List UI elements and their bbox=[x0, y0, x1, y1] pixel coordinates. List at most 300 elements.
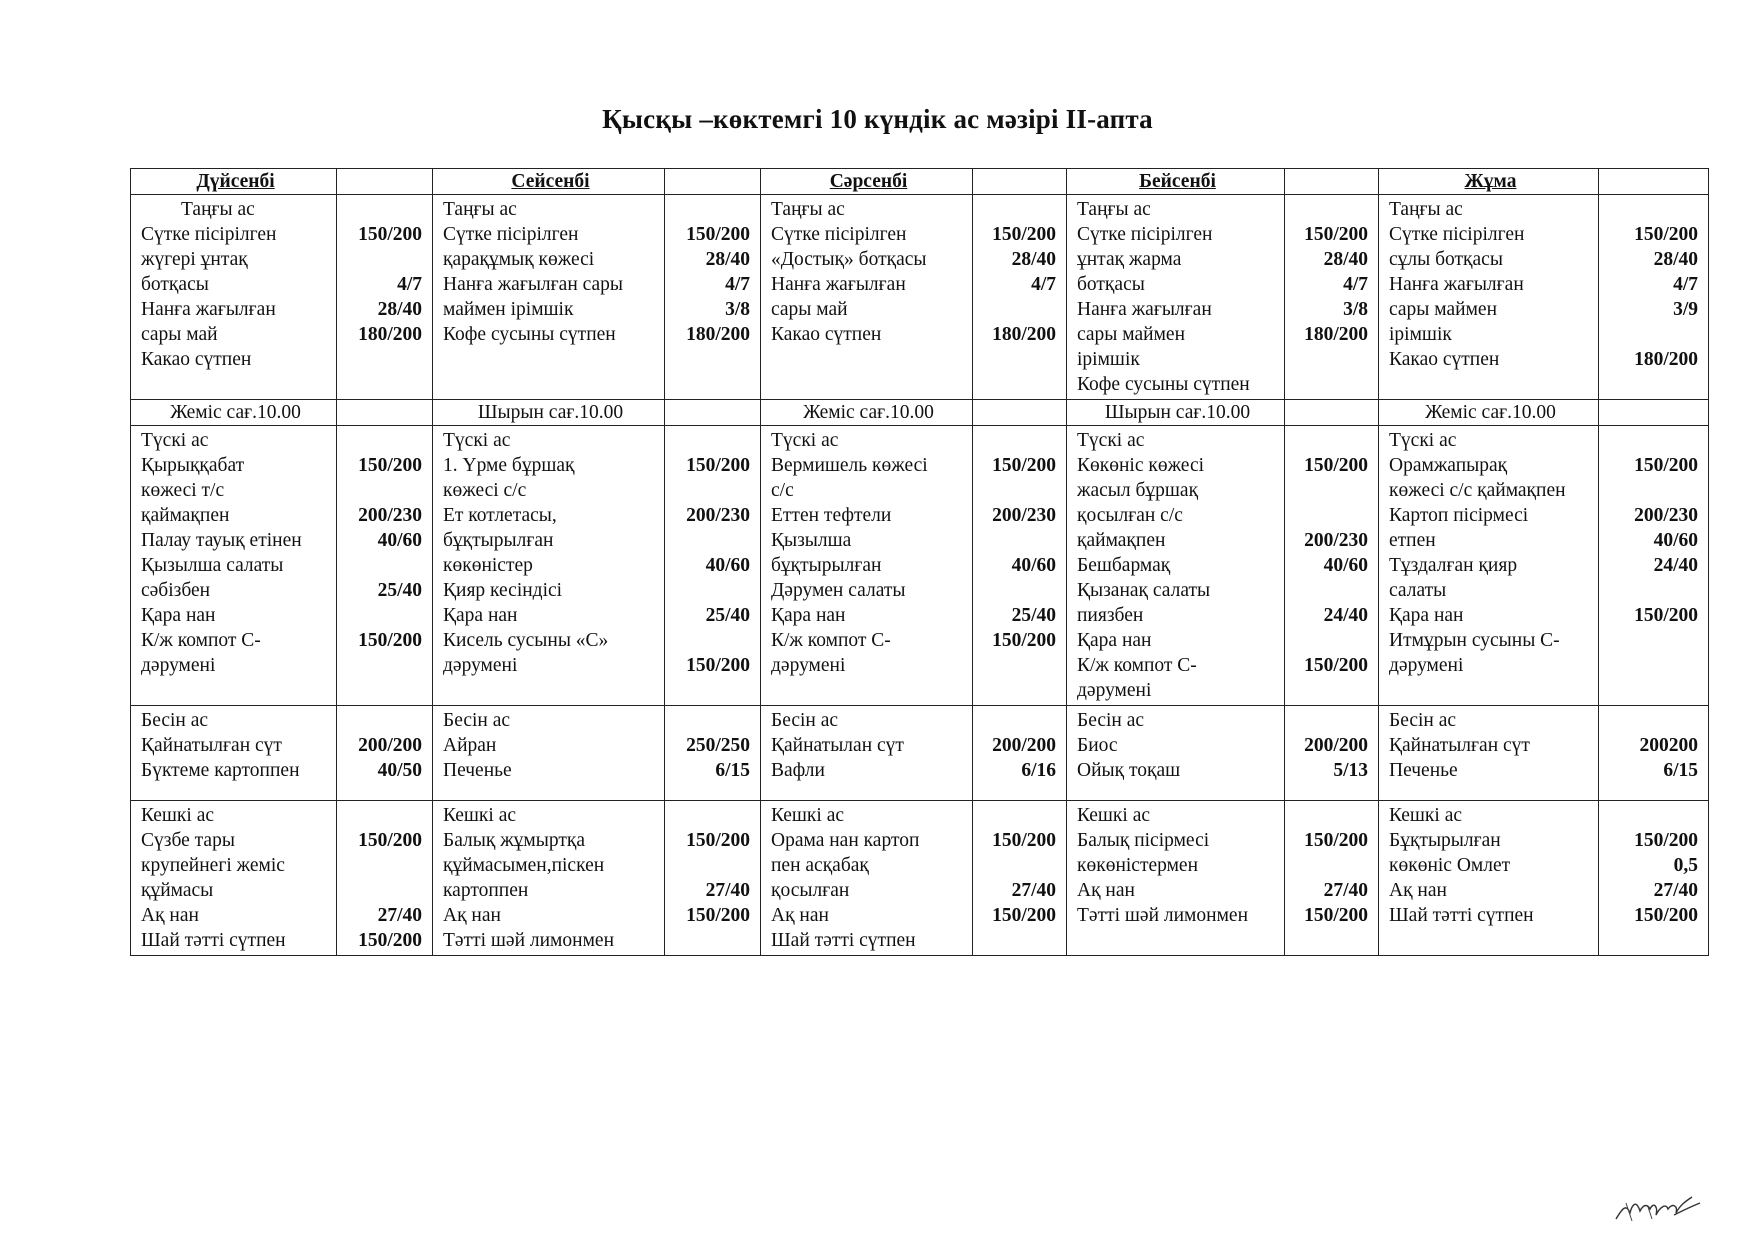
menu-item: Балық пісірмесі bbox=[1077, 830, 1210, 851]
portion-size bbox=[977, 928, 1056, 953]
menu-item: Кофе сусыны сүтпен bbox=[1077, 374, 1250, 395]
portion-size: 28/40 bbox=[377, 299, 422, 320]
menu-item: қосылған с/с bbox=[1077, 505, 1183, 526]
menu-item: сары маймен bbox=[1389, 299, 1498, 320]
lunch-items-cell bbox=[761, 426, 973, 706]
afternoon-snack-items-cell bbox=[1067, 706, 1285, 801]
menu-item: Балық жұмыртқа bbox=[443, 830, 586, 851]
portion-size bbox=[1603, 653, 1698, 678]
menu-item: Бесін ас bbox=[1077, 710, 1145, 731]
menu-item: дәрумені bbox=[443, 655, 518, 676]
portion-size: 150/200 bbox=[686, 224, 750, 245]
day-header: Дүйсенбі bbox=[131, 169, 337, 195]
menu-item: ұнтақ жарма bbox=[1077, 249, 1182, 270]
menu-item: крупейнегі жеміс bbox=[141, 855, 285, 876]
dinner-items-cell bbox=[1067, 801, 1285, 956]
menu-item: Кешкі ас bbox=[1077, 805, 1151, 826]
portion-size: 250/250 bbox=[686, 735, 750, 756]
portion-size bbox=[1603, 322, 1698, 347]
lunch-qty-cell bbox=[973, 426, 1067, 706]
menu-item: Орама нан картоп bbox=[771, 830, 920, 851]
portion-size: 150/200 bbox=[992, 830, 1056, 851]
menu-item: Айран bbox=[443, 735, 497, 756]
afternoon-snack-qty-cell bbox=[665, 706, 761, 801]
menu-item: Вермишель көжесі bbox=[771, 455, 928, 476]
portion-size: 200/200 bbox=[1304, 735, 1368, 756]
portion-size: 150/200 bbox=[992, 224, 1056, 245]
weekly-menu-table bbox=[130, 168, 1709, 956]
breakfast-items-cell bbox=[1067, 195, 1285, 400]
empty-header-cell bbox=[1285, 169, 1379, 195]
menu-item: Таңғы ас bbox=[1389, 199, 1463, 220]
menu-item: Бесін ас bbox=[141, 710, 209, 731]
menu-item: көкөністер bbox=[443, 555, 533, 576]
portion-size bbox=[1289, 347, 1368, 372]
menu-item: Нанға жағылған bbox=[771, 274, 906, 295]
menu-item: Палау тауық етінен bbox=[141, 530, 302, 551]
menu-item: Кешкі ас bbox=[141, 805, 215, 826]
menu-item: Қара нан bbox=[771, 605, 846, 626]
menu-item: пен асқабақ bbox=[771, 855, 869, 876]
breakfast-qty-cell bbox=[665, 195, 761, 400]
empty-header-cell bbox=[973, 169, 1067, 195]
portion-size bbox=[1289, 578, 1368, 603]
portion-size: 150/200 bbox=[358, 224, 422, 245]
portion-size: 150/200 bbox=[1634, 830, 1698, 851]
portion-size bbox=[1289, 197, 1368, 222]
snack-cell: Шырын сағ.10.00 bbox=[1067, 400, 1285, 426]
portion-size bbox=[1603, 578, 1698, 603]
afternoon-snack-qty-cell bbox=[337, 706, 433, 801]
lunch-qty-cell bbox=[1285, 426, 1379, 706]
menu-item: Дәрумен салаты bbox=[771, 580, 906, 601]
menu-item: Бесін ас bbox=[1389, 710, 1457, 731]
portion-size: 3/8 bbox=[725, 299, 750, 320]
day-header: Сәрсенбі bbox=[761, 169, 973, 195]
portion-size: 150/200 bbox=[686, 455, 750, 476]
afternoon-snack-qty-cell bbox=[1285, 706, 1379, 801]
portion-size bbox=[977, 297, 1056, 322]
portion-size: 24/40 bbox=[1653, 555, 1698, 576]
portion-size: 27/40 bbox=[1011, 880, 1056, 901]
portion-size bbox=[341, 603, 422, 628]
portion-size bbox=[1603, 428, 1698, 453]
portion-size: 200/230 bbox=[1304, 530, 1368, 551]
menu-item: Какао сүтпен bbox=[141, 349, 252, 370]
menu-item: Түскі ас bbox=[771, 430, 839, 451]
menu-item: Шай тәтті сүтпен bbox=[141, 930, 286, 951]
lunch-qty-cell bbox=[337, 426, 433, 706]
menu-item: көжесі т/с bbox=[141, 480, 225, 501]
day-header: Бейсенбі bbox=[1067, 169, 1285, 195]
menu-item: қаймақпен bbox=[141, 505, 230, 526]
snack-qty-cell bbox=[1599, 400, 1709, 426]
menu-item: Кешкі ас bbox=[443, 805, 517, 826]
menu-item: Кешкі ас bbox=[771, 805, 845, 826]
snack-cell: Жеміс сағ.10.00 bbox=[761, 400, 973, 426]
portion-size: 3/9 bbox=[1673, 299, 1698, 320]
portion-size: 25/40 bbox=[377, 580, 422, 601]
menu-item: сұлы ботқасы bbox=[1389, 249, 1503, 270]
menu-item: Бешбармақ bbox=[1077, 555, 1171, 576]
portion-size: 150/200 bbox=[1634, 905, 1698, 926]
portion-size bbox=[1289, 503, 1368, 528]
portion-size: 3/8 bbox=[1343, 299, 1368, 320]
menu-item: Еттен тефтели bbox=[771, 505, 892, 526]
empty-header-cell bbox=[337, 169, 433, 195]
portion-size bbox=[1603, 628, 1698, 653]
menu-item: Тұздалған қияр bbox=[1389, 555, 1518, 576]
portion-size: 150/200 bbox=[358, 930, 422, 951]
portion-size bbox=[977, 853, 1056, 878]
afternoon-snack-qty-cell bbox=[973, 706, 1067, 801]
portion-size: 150/200 bbox=[1304, 830, 1368, 851]
lunch-row bbox=[131, 426, 1709, 706]
menu-item: Сүтке пісірілген bbox=[443, 224, 579, 245]
portion-size: 150/200 bbox=[1634, 455, 1698, 476]
portion-size bbox=[977, 578, 1056, 603]
menu-item: көкөністермен bbox=[1077, 855, 1199, 876]
day-header-row bbox=[131, 169, 1709, 195]
menu-item: Бесін ас bbox=[771, 710, 839, 731]
breakfast-items-cell bbox=[433, 195, 665, 400]
dinner-items-cell bbox=[131, 801, 337, 956]
portion-size bbox=[669, 928, 750, 953]
portion-size: 180/200 bbox=[992, 324, 1056, 345]
portion-size: 150/200 bbox=[686, 655, 750, 676]
portion-size bbox=[1289, 708, 1368, 733]
dinner-items-cell bbox=[433, 801, 665, 956]
menu-item: дәрумені bbox=[1077, 680, 1152, 701]
menu-item: Печенье bbox=[1389, 760, 1458, 781]
menu-item: Кофе сусыны сүтпен bbox=[443, 324, 616, 345]
menu-item: дәрумені bbox=[771, 655, 846, 676]
menu-item: қарақұмық көжесі bbox=[443, 249, 595, 270]
breakfast-qty-cell bbox=[973, 195, 1067, 400]
menu-item: құймасы bbox=[141, 880, 214, 901]
menu-item: Түскі ас bbox=[141, 430, 209, 451]
afternoon-snack-qty-cell bbox=[1599, 706, 1709, 801]
portion-size: 150/200 bbox=[1304, 224, 1368, 245]
portion-size bbox=[1603, 803, 1698, 828]
portion-size bbox=[669, 803, 750, 828]
menu-item: К/ж компот С- bbox=[771, 630, 891, 651]
afternoon-snack-row bbox=[131, 706, 1709, 801]
portion-size bbox=[1289, 478, 1368, 503]
menu-item: Какао сүтпен bbox=[771, 324, 882, 345]
menu-item: сары май bbox=[141, 324, 218, 345]
menu-item: Қызылша bbox=[771, 530, 852, 551]
menu-item: көжесі с/с қаймақпен bbox=[1389, 480, 1566, 501]
portion-size: 40/60 bbox=[377, 530, 422, 551]
portion-size bbox=[1289, 372, 1368, 397]
menu-item: К/ж компот С- bbox=[1077, 655, 1197, 676]
dinner-qty-cell bbox=[1599, 801, 1709, 956]
breakfast-qty-cell bbox=[1599, 195, 1709, 400]
menu-item: Бесін ас bbox=[443, 710, 511, 731]
portion-size: 200/230 bbox=[358, 505, 422, 526]
snack-cell: Жеміс сағ.10.00 bbox=[1379, 400, 1599, 426]
portion-size bbox=[341, 478, 422, 503]
portion-size: 5/13 bbox=[1333, 760, 1368, 781]
menu-item: с/с bbox=[771, 480, 794, 501]
day-header: Жұма bbox=[1379, 169, 1599, 195]
menu-item: Орамжапырақ bbox=[1389, 455, 1508, 476]
dinner-qty-cell bbox=[1285, 801, 1379, 956]
day-header: Сейсенбі bbox=[433, 169, 665, 195]
menu-item: Ақ нан bbox=[141, 905, 199, 926]
portion-size: 24/40 bbox=[1323, 605, 1368, 626]
portion-size bbox=[341, 553, 422, 578]
snack-qty-cell bbox=[973, 400, 1067, 426]
dinner-items-cell bbox=[1379, 801, 1599, 956]
portion-size: 28/40 bbox=[1323, 249, 1368, 270]
portion-size bbox=[669, 708, 750, 733]
portion-size: 40/50 bbox=[377, 760, 422, 781]
portion-size bbox=[977, 478, 1056, 503]
portion-size bbox=[1603, 478, 1698, 503]
dinner-qty-cell bbox=[665, 801, 761, 956]
menu-item: Таңғы ас bbox=[1077, 199, 1151, 220]
dinner-row bbox=[131, 801, 1709, 956]
menu-item: Қызылша салаты bbox=[141, 555, 284, 576]
snack-row bbox=[131, 400, 1709, 426]
portion-size bbox=[977, 428, 1056, 453]
menu-item: Бүктеме картоппен bbox=[141, 760, 300, 781]
menu-item: «Достық» ботқасы bbox=[771, 249, 927, 270]
portion-size bbox=[341, 803, 422, 828]
menu-item: Қайнатылған сүт bbox=[1389, 735, 1530, 756]
menu-item: Нанға жағылған bbox=[1077, 299, 1212, 320]
portion-size: 150/200 bbox=[686, 905, 750, 926]
portion-size: 4/7 bbox=[1673, 274, 1698, 295]
dinner-qty-cell bbox=[973, 801, 1067, 956]
afternoon-snack-items-cell bbox=[761, 706, 973, 801]
portion-size bbox=[977, 197, 1056, 222]
menu-item: салаты bbox=[1389, 580, 1447, 601]
portion-size bbox=[977, 708, 1056, 733]
breakfast-items-cell bbox=[761, 195, 973, 400]
menu-item: жүгері ұнтақ bbox=[141, 249, 248, 270]
menu-item: Қырыққабат bbox=[141, 455, 245, 476]
menu-item: картоппен bbox=[443, 880, 529, 901]
breakfast-items-cell bbox=[131, 195, 337, 400]
menu-item: Тәтті шәй лимонмен bbox=[443, 930, 615, 951]
menu-item: Таңғы ас bbox=[181, 199, 255, 220]
menu-item: сары маймен bbox=[1077, 324, 1186, 345]
portion-size bbox=[977, 803, 1056, 828]
menu-item: Сүтке пісірілген bbox=[771, 224, 907, 245]
portion-size: 150/200 bbox=[1304, 455, 1368, 476]
portion-size bbox=[1289, 803, 1368, 828]
menu-item: Картоп пісірмесі bbox=[1389, 505, 1529, 526]
empty-header-cell bbox=[1599, 169, 1709, 195]
menu-item: құймасымен,піскен bbox=[443, 855, 605, 876]
menu-item: Ақ нан bbox=[1389, 880, 1447, 901]
menu-item: Какао сүтпен bbox=[1389, 349, 1500, 370]
menu-item: сары май bbox=[771, 299, 848, 320]
portion-size: 150/200 bbox=[1634, 605, 1698, 626]
menu-item: ботқасы bbox=[141, 274, 209, 295]
menu-item: Итмұрын сусыны С- bbox=[1389, 630, 1560, 651]
menu-item: Ақ нан bbox=[1077, 880, 1135, 901]
portion-size bbox=[669, 478, 750, 503]
menu-item: сәбізбен bbox=[141, 580, 211, 601]
portion-size bbox=[669, 628, 750, 653]
menu-item: Шай тәтті сүтпен bbox=[771, 930, 916, 951]
menu-item: Сүзбе тары bbox=[141, 830, 235, 851]
dinner-qty-cell bbox=[337, 801, 433, 956]
afternoon-snack-items-cell bbox=[1379, 706, 1599, 801]
menu-item: Кешкі ас bbox=[1389, 805, 1463, 826]
snack-qty-cell bbox=[665, 400, 761, 426]
portion-size: 27/40 bbox=[1653, 880, 1698, 901]
portion-size: 27/40 bbox=[1323, 880, 1368, 901]
dinner-items-cell bbox=[761, 801, 973, 956]
portion-size: 200/200 bbox=[992, 735, 1056, 756]
portion-size: 200200 bbox=[1639, 735, 1698, 756]
portion-size: 200/230 bbox=[686, 505, 750, 526]
portion-size: 28/40 bbox=[705, 249, 750, 270]
portion-size: 4/7 bbox=[725, 274, 750, 295]
portion-size: 28/40 bbox=[1653, 249, 1698, 270]
portion-size bbox=[1289, 853, 1368, 878]
breakfast-qty-cell bbox=[1285, 195, 1379, 400]
menu-item: пиязбен bbox=[1077, 605, 1144, 626]
portion-size bbox=[341, 197, 422, 222]
snack-qty-cell bbox=[337, 400, 433, 426]
menu-item: К/ж компот С- bbox=[141, 630, 261, 651]
portion-size: 0,5 bbox=[1673, 855, 1698, 876]
lunch-items-cell bbox=[1067, 426, 1285, 706]
menu-item: бұқтырылған bbox=[443, 530, 554, 551]
portion-size: 180/200 bbox=[1634, 349, 1698, 370]
lunch-items-cell bbox=[131, 426, 337, 706]
menu-item: ірімшік bbox=[1077, 349, 1140, 370]
breakfast-items-cell bbox=[1379, 195, 1599, 400]
breakfast-row bbox=[131, 195, 1709, 400]
portion-size: 40/60 bbox=[1653, 530, 1698, 551]
portion-size: 200/230 bbox=[992, 505, 1056, 526]
portion-size bbox=[1603, 708, 1698, 733]
menu-item: ірімшік bbox=[1389, 324, 1452, 345]
portion-size bbox=[977, 528, 1056, 553]
menu-item: қосылған bbox=[771, 880, 850, 901]
lunch-items-cell bbox=[1379, 426, 1599, 706]
menu-item: Биос bbox=[1077, 735, 1118, 756]
menu-item: Қайнатылған сүт bbox=[141, 735, 282, 756]
menu-item: Ақ нан bbox=[771, 905, 829, 926]
menu-item: Қайнатылан сүт bbox=[771, 735, 904, 756]
menu-item: Ет котлетасы, bbox=[443, 505, 557, 526]
menu-item: Нанға жағылған bbox=[141, 299, 276, 320]
menu-item: бұқтырылған bbox=[771, 555, 882, 576]
menu-item: қаймақпен bbox=[1077, 530, 1166, 551]
portion-size bbox=[1289, 428, 1368, 453]
portion-size: 180/200 bbox=[1304, 324, 1368, 345]
portion-size bbox=[977, 653, 1056, 678]
menu-item: етпен bbox=[1389, 530, 1436, 551]
portion-size bbox=[341, 653, 422, 678]
menu-item: дәрумені bbox=[141, 655, 216, 676]
snack-qty-cell bbox=[1285, 400, 1379, 426]
menu-item: Түскі ас bbox=[443, 430, 511, 451]
lunch-qty-cell bbox=[665, 426, 761, 706]
menu-item: Қара нан bbox=[443, 605, 518, 626]
menu-item: Қызанақ салаты bbox=[1077, 580, 1211, 601]
menu-item: дәрумені bbox=[1389, 655, 1464, 676]
portion-size: 4/7 bbox=[397, 274, 422, 295]
menu-item: маймен ірімшік bbox=[443, 299, 574, 320]
menu-item: жасыл бұршақ bbox=[1077, 480, 1199, 501]
portion-size bbox=[341, 878, 422, 903]
menu-item: Сүтке пісірілген bbox=[1077, 224, 1213, 245]
portion-size: 200/200 bbox=[358, 735, 422, 756]
portion-size: 25/40 bbox=[705, 605, 750, 626]
menu-item: Вафли bbox=[771, 760, 825, 781]
menu-item: Тәтті шәй лимонмен bbox=[1077, 905, 1249, 926]
portion-size bbox=[1289, 628, 1368, 653]
portion-size: 180/200 bbox=[358, 324, 422, 345]
portion-size bbox=[669, 428, 750, 453]
portion-size: 40/60 bbox=[1011, 555, 1056, 576]
portion-size bbox=[669, 853, 750, 878]
menu-item: Көкөніс көжесі bbox=[1077, 455, 1205, 476]
portion-size: 150/200 bbox=[358, 630, 422, 651]
portion-size: 150/200 bbox=[1304, 905, 1368, 926]
menu-item: Таңғы ас bbox=[771, 199, 845, 220]
menu-item: Таңғы ас bbox=[443, 199, 517, 220]
portion-size bbox=[341, 853, 422, 878]
portion-size: 150/200 bbox=[358, 830, 422, 851]
portion-size: 28/40 bbox=[1011, 249, 1056, 270]
portion-size bbox=[341, 708, 422, 733]
menu-item: Ақ нан bbox=[443, 905, 501, 926]
menu-item: Қияр кесіндісі bbox=[443, 580, 563, 601]
portion-size: 150/200 bbox=[1304, 655, 1368, 676]
menu-item: Ойық тоқаш bbox=[1077, 760, 1181, 781]
menu-item: Бұқтырылған bbox=[1389, 830, 1501, 851]
portion-size: 4/7 bbox=[1343, 274, 1368, 295]
menu-item: Қара нан bbox=[1077, 630, 1152, 651]
menu-item: ботқасы bbox=[1077, 274, 1145, 295]
menu-item: Шай тәтті сүтпен bbox=[1389, 905, 1534, 926]
portion-size: 40/60 bbox=[1323, 555, 1368, 576]
portion-size bbox=[669, 197, 750, 222]
portion-size: 150/200 bbox=[686, 830, 750, 851]
portion-size: 4/7 bbox=[1031, 274, 1056, 295]
portion-size bbox=[341, 428, 422, 453]
portion-size: 27/40 bbox=[705, 880, 750, 901]
lunch-qty-cell bbox=[1599, 426, 1709, 706]
portion-size bbox=[341, 247, 422, 272]
breakfast-qty-cell bbox=[337, 195, 433, 400]
menu-item: Нанға жағылған bbox=[1389, 274, 1524, 295]
portion-size bbox=[669, 528, 750, 553]
portion-size: 25/40 bbox=[1011, 605, 1056, 626]
portion-size bbox=[1289, 678, 1368, 703]
lunch-items-cell bbox=[433, 426, 665, 706]
page-title: Қысқы –көктемгі 10 күндік ас мәзірі ІІ-апта bbox=[602, 104, 1153, 134]
menu-item: 1. Үрме бұршақ bbox=[443, 455, 575, 476]
portion-size: 150/200 bbox=[992, 905, 1056, 926]
menu-item: Қара нан bbox=[1389, 605, 1464, 626]
menu-item: көкөніс Омлет bbox=[1389, 855, 1511, 876]
portion-size: 6/16 bbox=[1021, 760, 1056, 781]
portion-size: 150/200 bbox=[1634, 224, 1698, 245]
menu-item: көжесі с/с bbox=[443, 480, 527, 501]
menu-item: Түскі ас bbox=[1389, 430, 1457, 451]
